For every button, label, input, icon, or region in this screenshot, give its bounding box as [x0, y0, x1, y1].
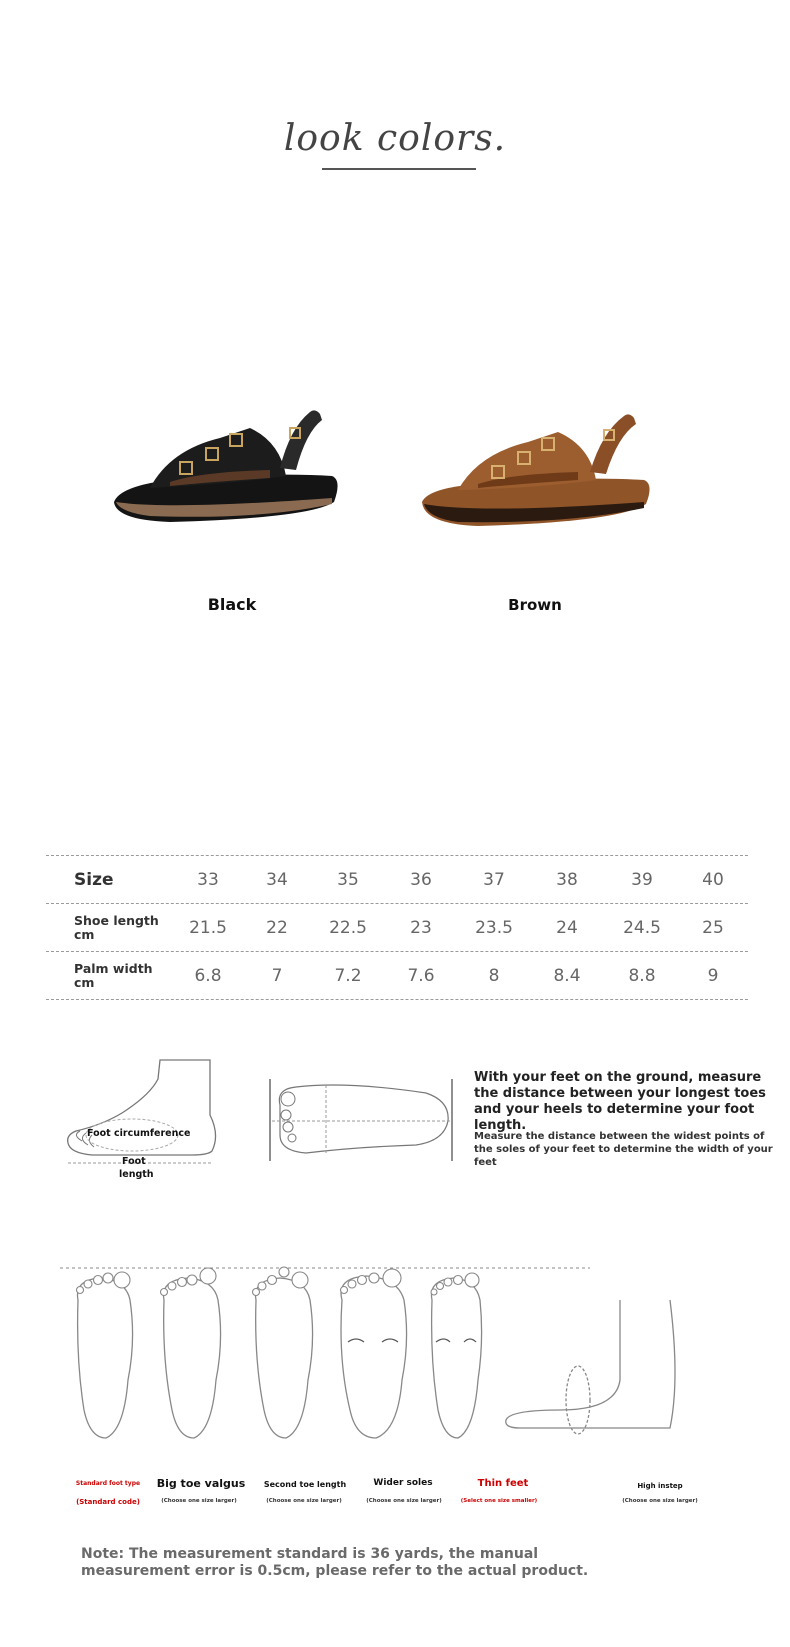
- foot-type-sub-high-instep: (Choose one size larger): [622, 1498, 698, 1504]
- size-cell: 40: [702, 869, 724, 890]
- table-cell: 8.4: [553, 965, 581, 986]
- foot-type-sub-standard: (Standard code): [76, 1498, 140, 1506]
- foot-type-label-big-toe: Big toe valgus: [156, 1477, 246, 1490]
- measurement-note: Note: The measurement standard is 36 yards, the manual measurement error is 0.5cm, please refer to the actual product.: [81, 1546, 589, 1579]
- table-cell: 23.5: [475, 917, 513, 938]
- foot-width-instructions: Measure the distance between the widest points of the soles of your feet to determine the width of your feet: [474, 1131, 773, 1168]
- title-underline: [322, 168, 476, 170]
- color-label-black: Black: [207, 595, 257, 614]
- table-row: [46, 903, 748, 951]
- table-cell: 24.5: [623, 917, 661, 938]
- table-cell: 7: [271, 965, 283, 986]
- foot-type-sub-thin-feet: (Select one size smaller): [460, 1498, 538, 1504]
- table-cell: 22.5: [329, 917, 367, 938]
- foot-type-label-second-toe: Second toe length: [263, 1480, 347, 1489]
- table-cell: 7.6: [407, 965, 435, 986]
- table-cell: 6.8: [194, 965, 222, 986]
- size-cell: 33: [197, 869, 219, 890]
- table-cell: 25: [702, 917, 724, 938]
- size-table: [46, 855, 748, 1000]
- foot-type-sub-wider-soles: (Choose one size larger): [366, 1498, 442, 1504]
- foot-length-instructions: With your feet on the ground, measure the distance between your longest toes and your heels to determine your foot length.: [474, 1070, 766, 1133]
- page-title: look colors.: [283, 118, 507, 159]
- table-cell: 8.8: [628, 965, 656, 986]
- size-cell: 35: [337, 869, 359, 890]
- foot-types-diagram: [60, 1260, 720, 1460]
- foot-type-label-wider-soles: Wider soles: [373, 1478, 433, 1488]
- color-label-brown: Brown: [508, 596, 562, 614]
- foot-type-sub-big-toe: (Choose one size larger): [161, 1498, 237, 1504]
- black-sandal-image[interactable]: [110, 398, 350, 528]
- foot-circumference-label: Foot circumference: [87, 1128, 191, 1139]
- size-cell: 37: [483, 869, 505, 890]
- table-cell: 24: [556, 917, 578, 938]
- size-header-row: [46, 855, 748, 903]
- foot-top-diagram: [266, 1075, 456, 1165]
- size-cell: 36: [410, 869, 432, 890]
- foot-length-label-2: length: [119, 1169, 154, 1180]
- row-label: Shoe length cm: [74, 912, 159, 942]
- size-header-label: Size: [74, 869, 114, 890]
- foot-type-sub-second-toe: (Choose one size larger): [266, 1498, 342, 1504]
- brown-sandal-image[interactable]: [418, 404, 663, 534]
- size-cell: 39: [631, 869, 653, 890]
- size-cell: 38: [556, 869, 578, 890]
- table-cell: 8: [488, 965, 500, 986]
- size-cell: 34: [266, 869, 288, 890]
- table-cell: 23: [410, 917, 432, 938]
- table-cell: 7.2: [334, 965, 362, 986]
- foot-type-label-thin-feet: Thin feet: [477, 1478, 529, 1489]
- table-cell: 22: [266, 917, 288, 938]
- foot-length-label: Foot: [122, 1156, 146, 1167]
- table-cell: 9: [707, 965, 719, 986]
- table-row: [46, 951, 748, 1000]
- foot-type-label-high-instep: High instep: [637, 1482, 683, 1490]
- foot-type-label-standard: Standard foot type: [75, 1480, 141, 1487]
- table-cell: 21.5: [189, 917, 227, 938]
- row-label: Palm width cm: [74, 960, 153, 990]
